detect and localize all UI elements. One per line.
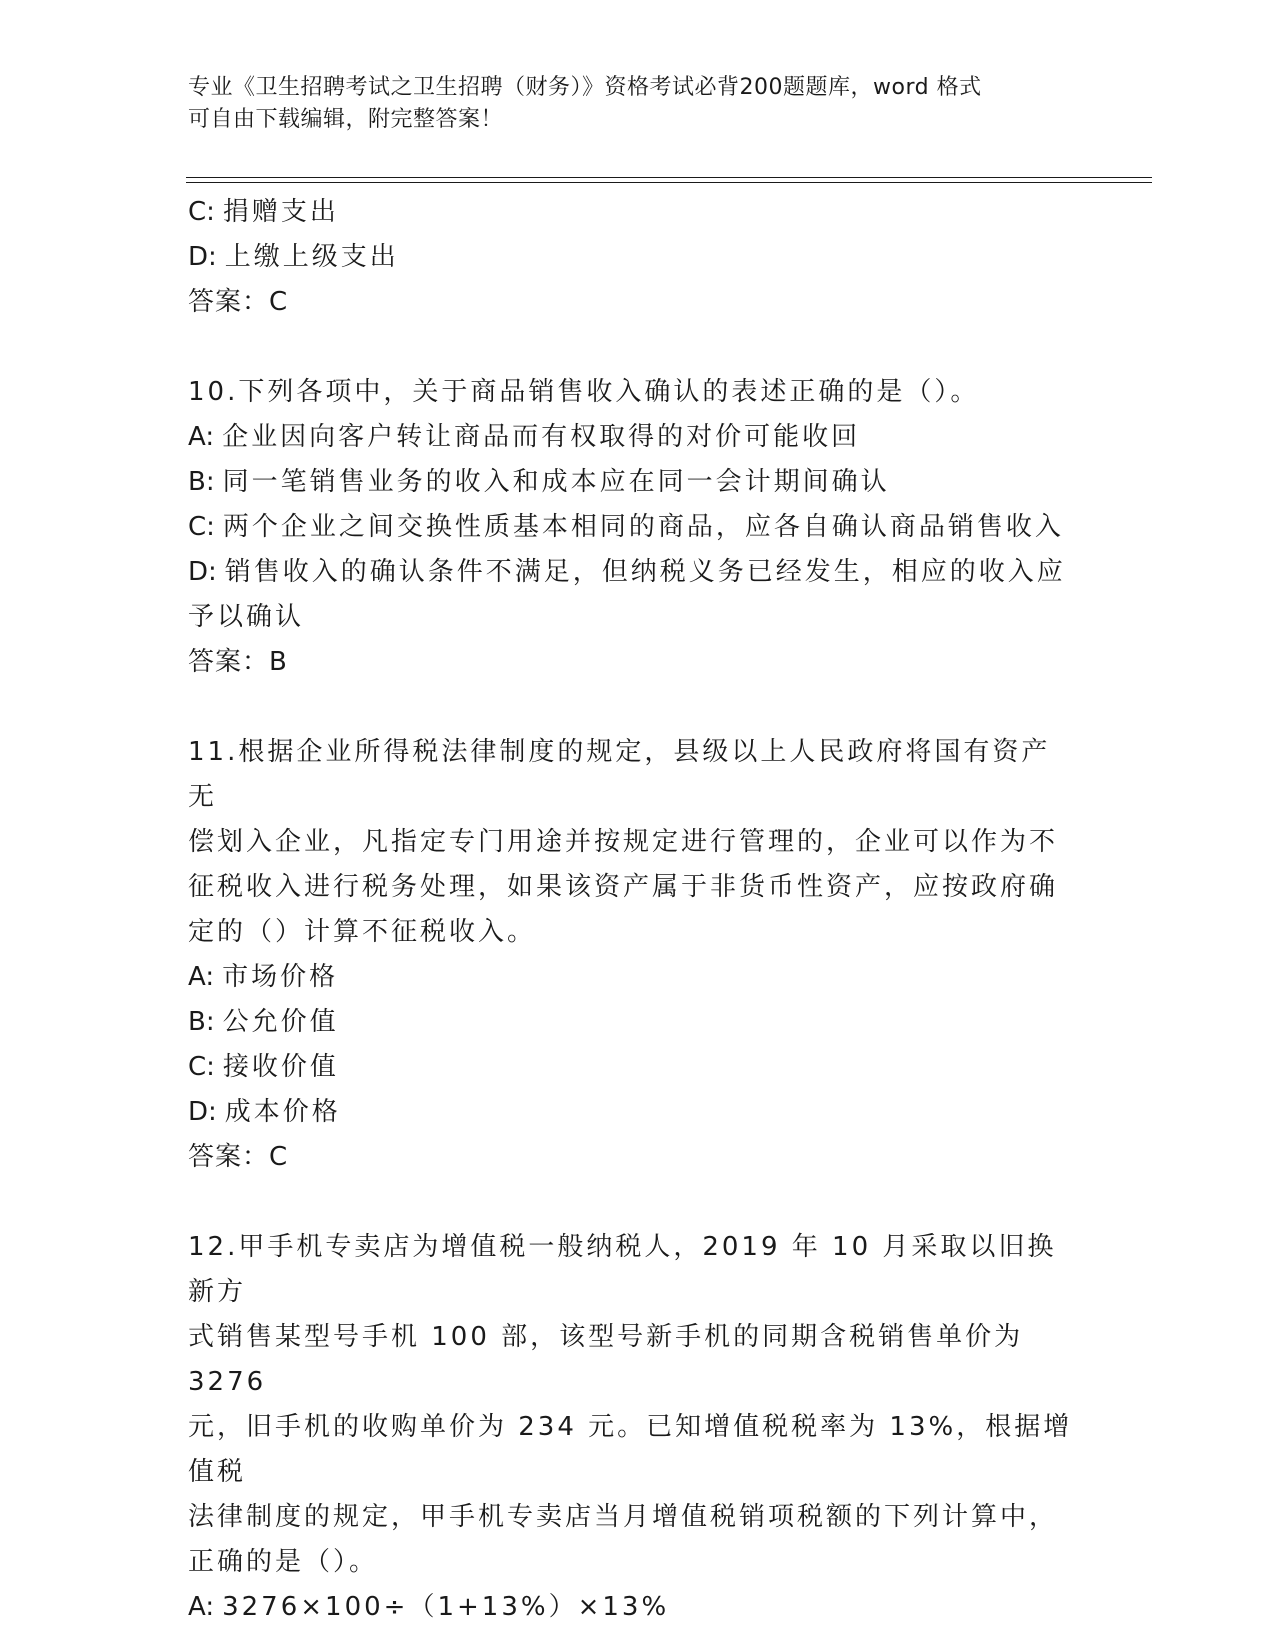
header-line-2: 可自由下载编辑，附完整答案！ (188, 107, 504, 132)
question-stem-line: 正确的是（）。 (188, 1547, 379, 1577)
question-stem-line: 式销售某型号手机 100 部，该型号新手机的同期含税销售单价为 3276 (188, 1322, 1035, 1397)
question-stem-line: 法律制度的规定，甲手机专卖店当月增值税销项税额的下列计算中， (188, 1502, 1059, 1532)
option-a: A: 市场价格 (188, 962, 339, 992)
option-d-continuation: 予以确认 (188, 602, 305, 632)
answer-line: 答案：C (188, 287, 289, 317)
option-c: C: 两个企业之间交换性质基本相同的商品，应各自确认商品销售收入 (188, 512, 1064, 542)
question-12 (188, 1225, 1078, 1630)
header-rule-top (186, 177, 1152, 178)
question-11 (188, 730, 1078, 1180)
option-b: B: 同一笔销售业务的收入和成本应在同一会计期间确认 (188, 467, 890, 497)
question-stem-line: 12.甲手机专卖店为增值税一般纳税人，2019 年 10 月采取以旧换新方 (188, 1232, 1057, 1307)
question-10 (188, 370, 1078, 685)
option-c: C: 捐赠支出 (188, 197, 339, 227)
question-9-continuation (188, 190, 1078, 325)
option-b: B: 公允价值 (188, 1007, 339, 1037)
question-stem-line: 11.根据企业所得税法律制度的规定，县级以上人民政府将国有资产无 (188, 737, 1051, 812)
option-a: A: 企业因向客户转让商品而有权取得的对价可能收回 (188, 422, 861, 452)
option-a: A: 3276×100÷（1+13%）×13% (188, 1592, 670, 1622)
answer-line: 答案：B (188, 647, 288, 677)
question-stem-line: 元，旧手机的收购单价为 234 元。已知增值税税率为 13%，根据增值税 (188, 1412, 1073, 1487)
question-stem: 10.下列各项中，关于商品销售收入确认的表述正确的是（）。 (188, 377, 980, 407)
option-d: D: 上缴上级支出 (188, 242, 399, 272)
question-stem-line: 定的（）计算不征税收入。 (188, 917, 537, 947)
header-line-1: 专业《卫生招聘考试之卫生招聘（财务）》资格考试必背200题题库，word 格式 (188, 75, 982, 100)
document-header (188, 72, 1068, 136)
answer-line: 答案：C (188, 1142, 289, 1172)
question-stem-line: 征税收入进行税务处理，如果该资产属于非货币性资产，应按政府确 (188, 872, 1059, 902)
question-content (188, 190, 1078, 1630)
option-d: D: 成本价格 (188, 1097, 341, 1127)
option-c: C: 接收价值 (188, 1052, 339, 1082)
question-stem-line: 偿划入企业，凡指定专门用途并按规定进行管理的，企业可以作为不 (188, 827, 1059, 857)
option-d: D: 销售收入的确认条件不满足，但纳税义务已经发生，相应的收入应 (188, 557, 1066, 587)
header-rule-bottom (186, 182, 1152, 183)
